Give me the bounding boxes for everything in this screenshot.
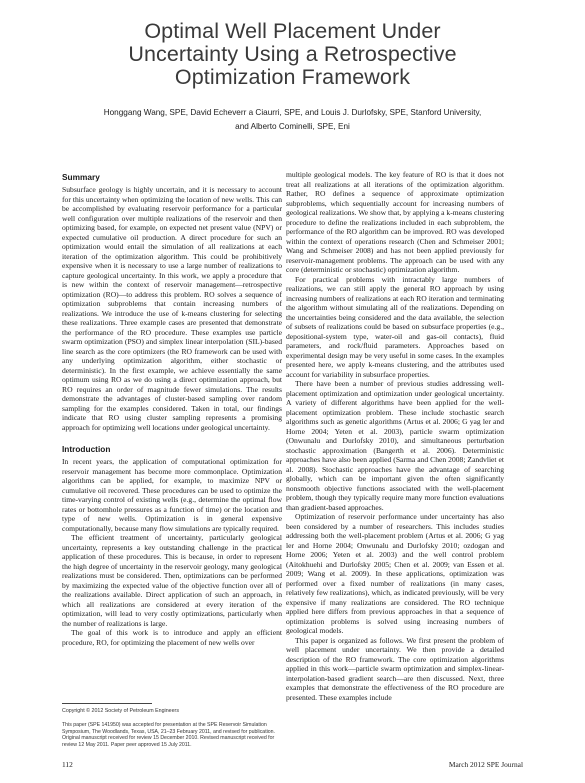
submission-footnote: This paper (SPE 141950) was accepted for presentation at the SPE Reservoir Simulation Symposium, The Woodlands, Texas, USA, 21–23 February 2011, and revised for publication. Original manuscript received for review 15 December 2010. Revised manuscript received for review 12 May 2011. Paper peer approved 15 July 2011.	[62, 722, 275, 748]
title-line-1: Optimal Well Placement Under	[144, 19, 441, 43]
journal-footer: March 2012 SPE Journal	[448, 760, 523, 769]
right-paragraph-4: Optimization of reservoir performance under uncertainty has also been considered by a number of researchers. This includes studies addressing both the well-placement problem (Artus et al. 2006; G yag ler and Horne 2004; Onwunalu and Durlofsky 2010; ozdogan and Horne 2006; Yeten et al. 2003) and the well control problem (Aitokhuehi and Durlofsky 2005; Chen et al. 2009; van Essen et al. 2009; Wang et al. 2009). In these applications, optimization was performed over a fixed number of realizations (in many cases, relatively few realizations), which, as indicated previously, will be very expensive if many realizations are considered. The RO technique applied here differs from previous approaches in that a sequence of optimization problems is solved using increasing numbers of geological models.	[286, 512, 504, 635]
title-line-3: Optimization Framework	[174, 65, 411, 89]
right-paragraph-1: multiple geological models. The key feature of RO is that it does not treat all realizations at all iterations of the optimization algorithm. Rather, RO defines a sequence of approximate optimization subproblems, which sequentially account for increasing numbers of geological realizations. We show that, by applying a k-means clustering procedure to define the realizations included in each subproblem, the performance of the RO algorithm can be improved. RO was developed within the context of operations research (Chen and Schmeiser 2001; Wang and Schmeiser 2008) and has not been applied previously for reservoir-management problems. The approach can be used with any core (deterministic or stochastic) optimization algorithm.	[286, 170, 504, 274]
title-line-2: Uncertainty Using a Retrospective	[128, 42, 457, 66]
intro-paragraph-1: In recent years, the application of computational optimization for reservoir management has become more commonplace. Optimization algorithms can be applied, for example, to maximize NPV or cumulative oil recovered. These procedures can be used to optimize the time-varying control of existing wells (e.g., determine the optimal flow rates or bottomhole pressures as a function of time) or the location and type of new wells. Optimization is in general expensive computationally, because many flow simulations are typically required.	[62, 457, 282, 533]
footnote-rule	[62, 703, 152, 704]
author-list	[40, 106, 545, 134]
copyright-notice: Copyright © 2012 Society of Petroleum Engineers	[62, 708, 179, 714]
summary-text: Subsurface geology is highly uncertain, and it is necessary to account for this uncertainty when optimizing the location of new wells. This can be accomplished by evaluating reservoir performance for a particular well configuration over multiple realizations of the reservoir and then optimizing based, for example, on expected net present value (NPV) or expected cumulative oil production. A direct procedure for such an optimization would entail the simulation of all realizations at each iteration of the optimization algorithm. This could be prohibitively expensive when it is necessary to use a large number of realizations to capture geological uncertainty. In this work, we apply a procedure that is new within the context of reservoir management—retrospective optimization (RO)—to address this problem. RO solves a sequence of optimization subproblems that contain increasing numbers of realizations. We introduce the use of k-means clustering for selecting these realizations. Three example cases are presented that demonstrate the performance of the RO procedure. These examples use particle swarm optimization (PSO) and simplex linear interpolation (SIL)-based line search as the core optimizers (the RO framework can be used with any underlying optimization algorithm, either stochastic or deterministic). In the first example, we achieve essentially the same optimum using RO as we do using a direct optimization approach, but RO requires an order of magnitude fewer simulations. The results demonstrate the advantages of cluster-based sampling over random sampling for the examples considered. Taken in total, our findings indicate that RO using cluster sampling represents a promising approach for optimizing well locations under geological uncertainty.	[62, 185, 282, 432]
intro-paragraph-3: The goal of this work is to introduce and apply an efficient procedure, RO, for optimizing the placement of new wells over	[62, 628, 282, 647]
intro-paragraph-2: The efficient treatment of uncertainty, particularly geological uncertainty, represents a key outstanding challenge in the practical application of these procedures. This is because, in order to represent the high degree of uncertainty in the reservoir geology, many geological realizations must be considered. Then, optimizations can be performed by maximizing the expected value of the objective function over all of the realizations available. Direct application of such an approach, in which all realizations are considered at every iteration of the optimization, will lead to very costly optimizations, particularly when the number of realizations is large.	[62, 533, 282, 628]
paper-title	[0, 20, 585, 89]
author-line-1: Honggang Wang, SPE, David Echeverr a Ciaurri, SPE, and Louis J. Durlofsky, SPE, Stanford University,	[103, 108, 482, 117]
right-paragraph-2: For practical problems with intractably large numbers of realizations, we can still apply the general RO approach by using increasing numbers of realizations at each RO iteration and terminating the algorithm without simulating all of the realizations. Depending on the uncertainties being considered and the data available, the selection of subsets of realizations could be based on subsurface properties (e.g., depositional-system type, water-oil and gas-oil contacts), fluid parameters, and rock/fluid parameters. Approaches based on experimental design may be very useful in some cases. In the examples presented here, we apply k-means clustering, and the attributes used account for variability in subsurface properties.	[286, 274, 504, 379]
left-column	[62, 172, 282, 647]
author-line-2: and Alberto Cominelli, SPE, Eni	[235, 122, 350, 131]
right-paragraph-5: This paper is organized as follows. We first present the problem of well placement under uncertainty. We then provide a detailed description of the RO framework. The core optimization algorithms applied in this work—particle swarm optimization and simplex-linear-interpolation-based gradient search—are then discussed. Next, three examples that demonstrate the effectiveness of the RO procedure are presented. These examples include	[286, 635, 504, 702]
right-paragraph-3: There have been a number of previous studies addressing well-placement optimization and optimization under geological uncertainty. A variety of different algorithms have been applied for the well-placement optimization problem. These include stochastic search algorithms such as genetic algorithms (Artus et al. 2006; G yag ler and Horne 2004; Yeten et al. 2003), particle swarm optimization (Onwunalu and Durlofsky 2010), and simultaneous perturbation stochastic approximation (Bangerth et al. 2006). Deterministic approaches have also been applied (Sarma and Chen 2008; Zandvliet et al. 2008). Stochastic approaches have the advantage of searching globally, which can be important given the often significantly nonsmooth objective functions associated with the well-placement problem, though they typically require many more function evaluations than gradient-based approaches.	[286, 379, 504, 512]
page-number: 112	[62, 760, 73, 769]
right-column	[286, 170, 504, 768]
introduction-heading: Introduction	[62, 444, 111, 454]
summary-heading: Summary	[62, 172, 100, 182]
